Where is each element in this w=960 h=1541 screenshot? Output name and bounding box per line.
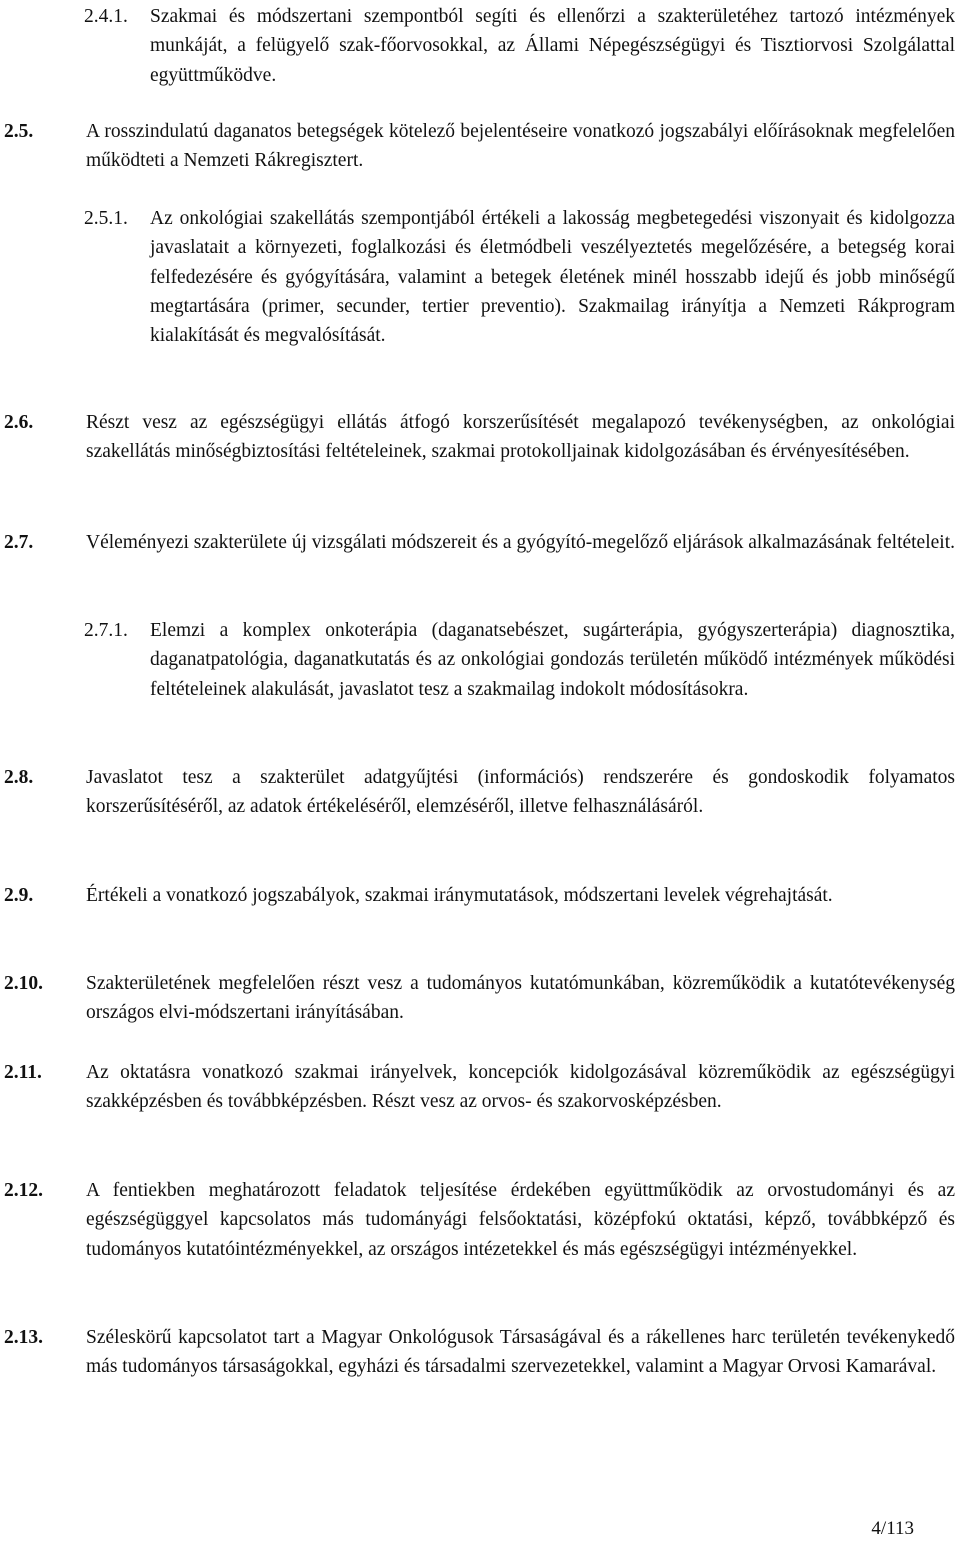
section-number: 2.7.1. <box>84 620 128 641</box>
section-number: 2.4.1. <box>84 6 128 27</box>
section-number: 2.5.1. <box>84 208 128 229</box>
section-text: Véleményezi szakterülete új vizsgálati módszereit és a gyógyító-megelőző eljárások alkalmazásának feltételeit. <box>86 532 955 553</box>
section-text: A fentiekben meghatározott feladatok teljesítése érdekében együttműködik az orvostudományi és az egészségüggyel kapcsolatos más tudományági felsőoktatási, középfokú oktatási, képző, továbbképző és tudományos kutatóintézményekkel, az országos intézetekkel és más egészségügyi intézményekkel. <box>86 1180 955 1260</box>
section-2-12 <box>4 1176 955 1264</box>
section-text: Szakterületének megfelelően részt vesz a tudományos kutatómunkában, közreműködik a kutatótevékenység országos elvi-módszertani irányításában. <box>86 973 955 1024</box>
section-2-11 <box>4 1058 955 1117</box>
section-2-10 <box>4 969 955 1028</box>
section-2-6 <box>4 408 955 467</box>
section-text: Javaslatot tesz a szakterület adatgyűjtési (információs) rendszerére és gondoskodik folyamatos korszerűsítéséről, az adatok értékeléséről, elemzéséről, illetve felhasználásáról. <box>86 767 955 818</box>
section-2-5-1 <box>84 204 955 350</box>
section-number: 2.9. <box>4 885 34 906</box>
section-2-4-1 <box>84 2 955 90</box>
section-text: Szakmai és módszertani szempontból segíti és ellenőrzi a szakterületéhez tartozó intézmények munkáját, a felügyelő szak-főorvosokkal, az Állami Népegészségügyi és Tisztiorvosi Szolgálattal együttműködve. <box>150 6 955 86</box>
section-text: Értékeli a vonatkozó jogszabályok, szakmai iránymutatások, módszertani levelek végrehajtását. <box>86 885 833 906</box>
section-2-7 <box>4 528 955 557</box>
section-2-13 <box>4 1323 955 1382</box>
section-text: Az onkológiai szakellátás szempontjából értékeli a lakosság megbetegedési viszonyait és kidolgozza javaslatait a környezeti, foglalkozási és életmódbeli veszélyeztetés megelőzésére, a betegség korai felfedezésére és gyógyítására, valamint a betegek életének minél hosszabb idejű és jobb minőségű megtartására (primer, secunder, tertier preventio). Szakmailag irányítja a Nemzeti Rákprogram kialakítását és megvalósítását. <box>150 208 955 347</box>
section-number: 2.12. <box>4 1180 43 1201</box>
page-number: 4/113 <box>871 1518 914 1539</box>
section-number: 2.10. <box>4 973 43 994</box>
section-text: Az oktatásra vonatkozó szakmai irányelvek, koncepciók kidolgozásával közreműködik az egészségügyi szakképzésben és továbbképzésben. Részt vesz az orvos- és szakorvosképzésben. <box>86 1062 955 1113</box>
section-number: 2.11. <box>4 1062 42 1083</box>
section-text: Részt vesz az egészségügyi ellátás átfogó korszerűsítését megalapozó tevékenységben, az onkológiai szakellátás minőségbiztosítási feltételeinek, szakmai protokolljainak kidolgozásában és érvényesítésében. <box>86 412 955 463</box>
section-number: 2.8. <box>4 767 34 788</box>
section-text: Elemzi a komplex onkoterápia (daganatsebészet, sugárterápia, gyógyszerterápia) diagnosztika, daganatpatológia, daganatkutatás és az onkológiai gondozás területén működő intézmények működési feltételeinek alakulását, javaslatot tesz a szakmailag indokolt módosításokra. <box>150 620 955 700</box>
section-number: 2.6. <box>4 412 34 433</box>
section-2-8 <box>4 763 955 822</box>
section-2-7-1 <box>84 616 955 704</box>
section-2-9 <box>4 881 955 910</box>
section-number: 2.7. <box>4 532 34 553</box>
section-text: Széleskörű kapcsolatot tart a Magyar Onkológusok Társaságával és a rákellenes harc területén tevékenykedő más tudományos társaságokkal, egyházi és társadalmi szervezetekkel, valamint a Magyar Orvosi Kamarával. <box>86 1327 955 1378</box>
section-number: 2.13. <box>4 1327 43 1348</box>
section-2-5 <box>4 117 955 176</box>
section-number: 2.5. <box>4 121 34 142</box>
section-text: A rosszindulatú daganatos betegségek kötelező bejelentéseire vonatkozó jogszabályi előírásoknak megfelelően működteti a Nemzeti Rákregisztert. <box>86 121 955 172</box>
